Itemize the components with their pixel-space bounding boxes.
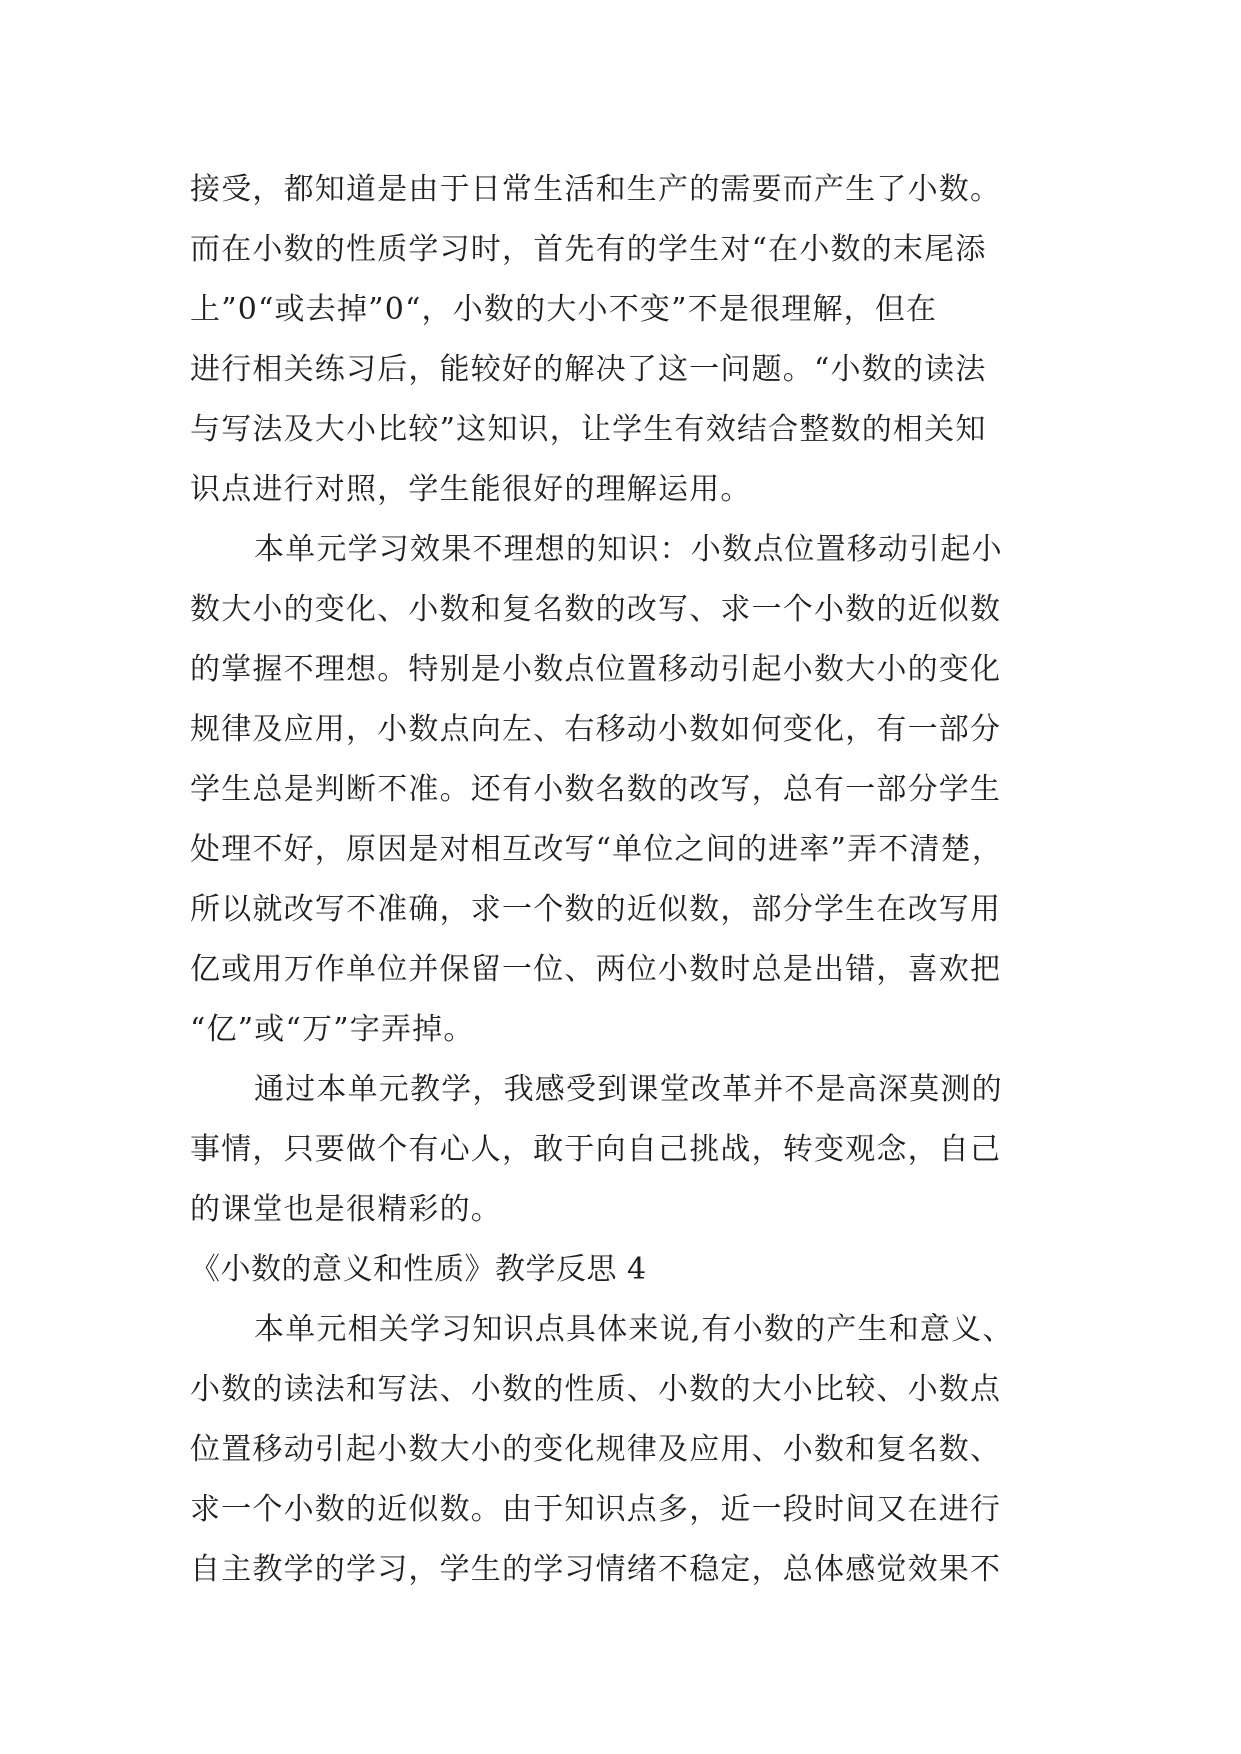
body-line: 事情，只要做个有心人，敢于向自己挑战，转变观念，自己 (190, 1132, 1002, 1167)
paragraph-first-line: 通过本单元教学，我感受到课堂改革并不是高深莫测的 (254, 1072, 1003, 1107)
body-line: 上”0“或去掉”0“，小数的大小不变”不是很理解，但在 (190, 292, 938, 327)
paragraph-first-line: 本单元相关学习知识点具体来说,有小数的产生和意义、 (254, 1312, 1014, 1347)
body-line: “亿”或“万”字弄掉。 (190, 1012, 475, 1047)
body-line: 的掌握不理想。特别是小数点位置移动引起小数大小的变化 (190, 652, 1002, 687)
section-heading: 《小数的意义和性质》教学反思 4 (190, 1252, 647, 1287)
body-line: 求一个小数的近似数。由于知识点多，近一段时间又在进行 (190, 1492, 1002, 1527)
body-line: 数大小的变化、小数和复名数的改写、求一个小数的近似数 (190, 592, 1002, 627)
document-body (190, 160, 1070, 1600)
body-line: 接受，都知道是由于日常生活和生产的需要而产生了小数。 (190, 172, 1002, 207)
body-line: 识点进行对照，学生能很好的理解运用。 (190, 472, 752, 507)
body-line: 学生总是判断不准。还有小数名数的改写，总有一部分学生 (190, 772, 1002, 807)
body-line: 进行相关练习后，能较好的解决了这一问题。“小数的读法 (190, 352, 987, 387)
body-line: 亿或用万作单位并保留一位、两位小数时总是出错，喜欢把 (190, 952, 1002, 987)
body-line: 处理不好，原因是对相互改写“单位之间的进率”弄不清楚， (190, 832, 1004, 867)
body-line: 所以就改写不准确，求一个数的近似数，部分学生在改写用 (190, 892, 1002, 927)
body-line: 与写法及大小比较”这知识，让学生有效结合整数的相关知 (190, 412, 987, 447)
body-line: 小数的读法和写法、小数的性质、小数的大小比较、小数点 (190, 1372, 1002, 1407)
body-line: 的课堂也是很精彩的。 (190, 1192, 502, 1227)
paragraph-first-line: 本单元学习效果不理想的知识：小数点位置移动引起小 (254, 532, 1003, 567)
body-line: 位置移动引起小数大小的变化规律及应用、小数和复名数、 (190, 1432, 1002, 1467)
body-line: 而在小数的性质学习时，首先有的学生对“在小数的末尾添 (190, 232, 987, 267)
body-line: 自主教学的学习，学生的学习情绪不稳定，总体感觉效果不 (190, 1552, 1002, 1587)
body-line: 规律及应用，小数点向左、右移动小数如何变化，有一部分 (190, 712, 1002, 747)
